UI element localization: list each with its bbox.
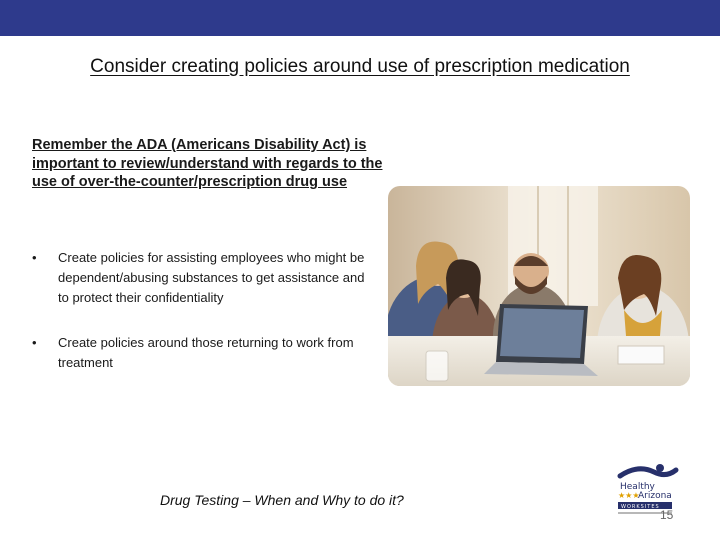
slide-title: Consider creating policies around use of prescription medication xyxy=(90,56,630,77)
footer-caption: Drug Testing – When and Why to do it? xyxy=(160,492,404,508)
logo-line2: Arizona xyxy=(638,491,672,501)
intro-paragraph: Remember the ADA (Americans Disability Act) is important to review/understand with regards to the use of over-the-counter/prescription drug use xyxy=(32,137,383,190)
bullet-text: Create policies around those returning to work from treatment xyxy=(58,335,354,370)
top-banner xyxy=(0,0,720,36)
bullet-item xyxy=(32,333,374,373)
logo-line3: WORKSITES xyxy=(621,504,660,510)
page-number: 15 xyxy=(660,508,674,522)
bullet-text: Create policies for assisting employees who might be dependent/abusing substances to get assistance and to protect their confidentiality xyxy=(58,250,365,305)
logo-line1: Healthy xyxy=(620,482,655,492)
bullet-icon: • xyxy=(32,250,37,265)
group-meeting-photo xyxy=(388,186,690,386)
logo-stars: ★★★ xyxy=(618,491,640,500)
bullet-list xyxy=(32,248,374,398)
bullet-icon: • xyxy=(32,335,37,350)
bullet-item xyxy=(32,248,374,308)
